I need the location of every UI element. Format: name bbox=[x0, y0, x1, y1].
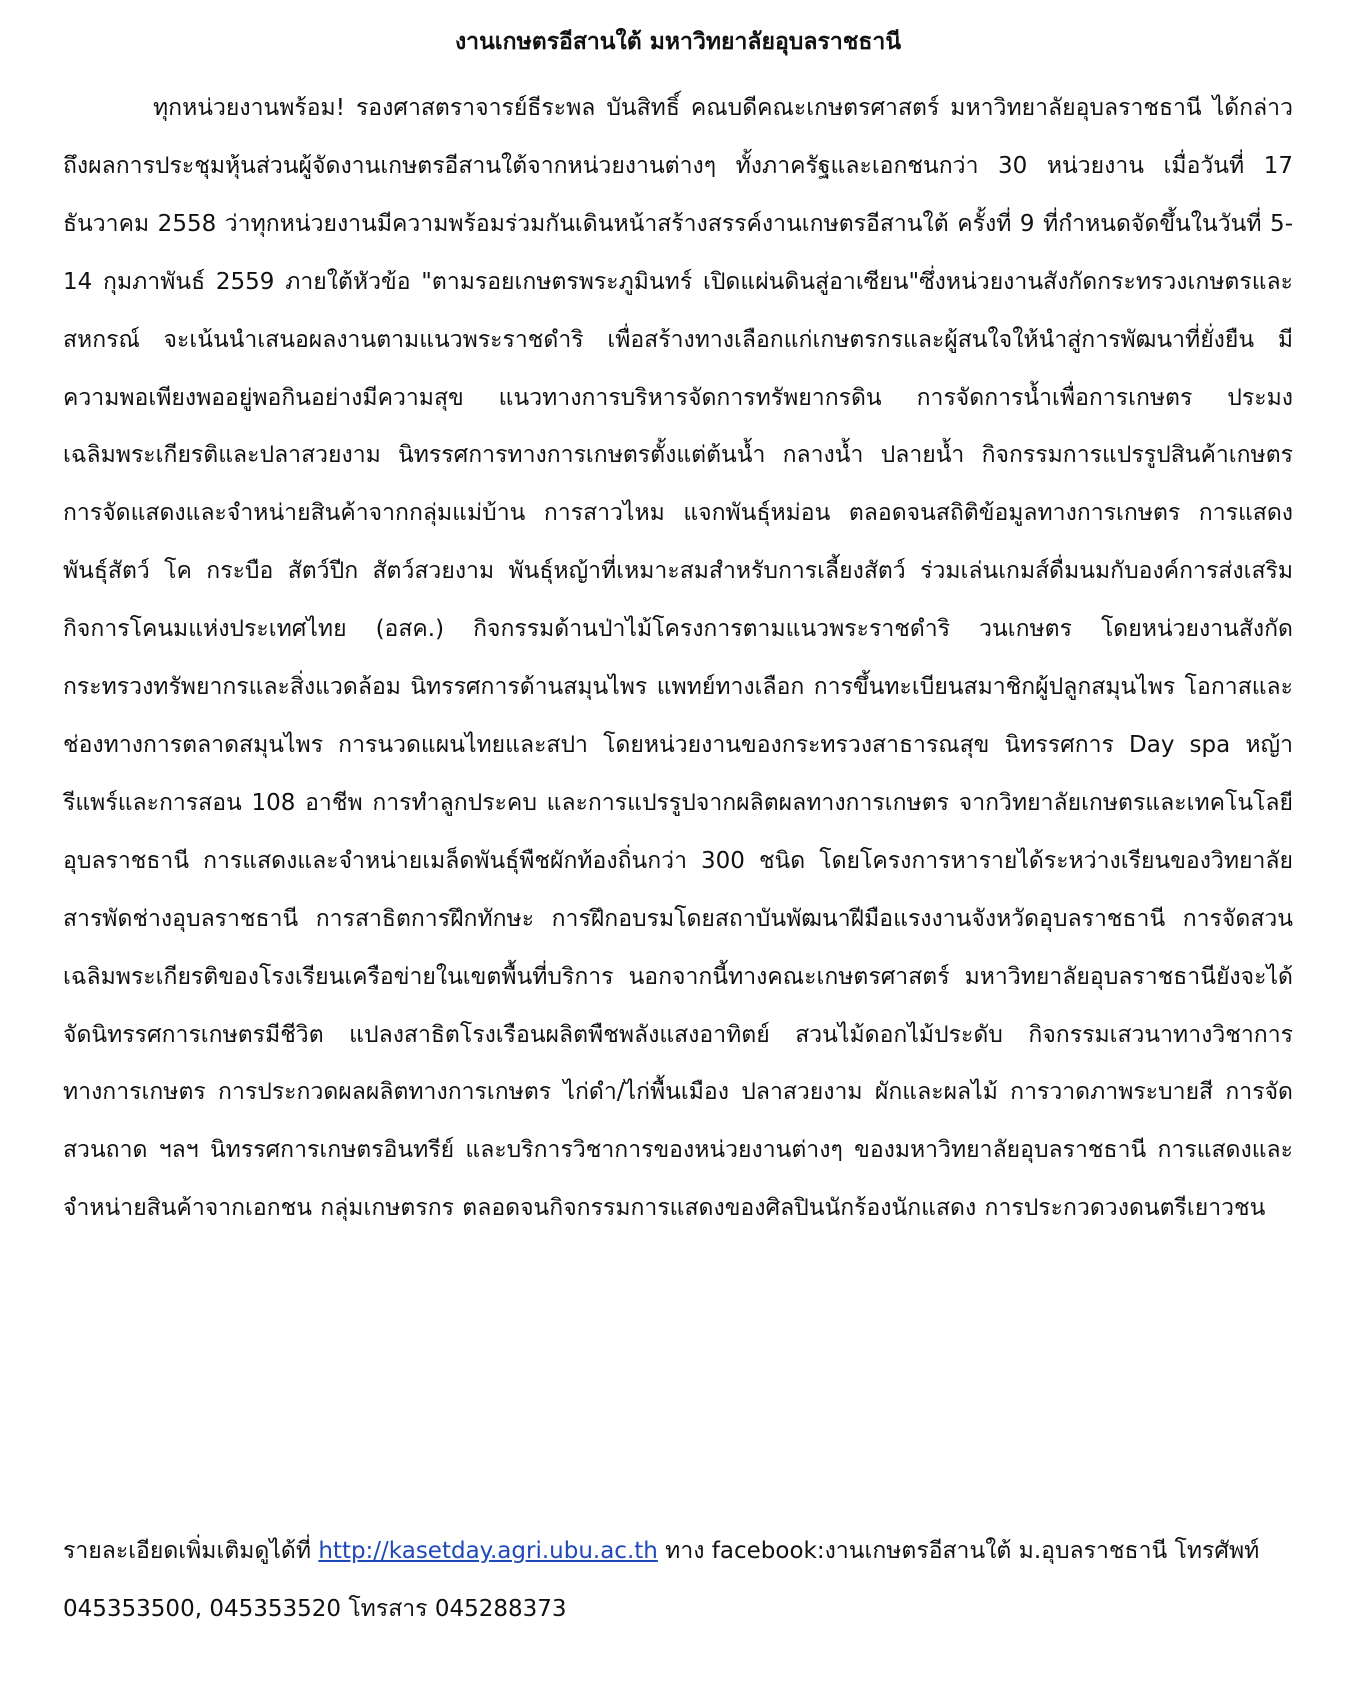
website-link[interactable]: http://kasetday.agri.ubu.ac.th bbox=[318, 1538, 658, 1564]
document-page bbox=[63, 0, 1293, 1681]
footer-prefix: รายละเอียดเพิ่มเติมดูได้ที่ bbox=[63, 1538, 319, 1564]
article-body: ทุกหน่วยงานพร้อม! รองศาสตราจารย์ธีระพล บันสิทธิ์ คณบดีคณะเกษตรศาสตร์ มหาวิทยาลัยอุบลราชธานี ได้กล่าวถึงผลการประชุมหุ้นส่วนผู้จัดงานเกษตรอีสานใต้จากหน่วยงานต่างๆ ทั้งภาครัฐและเอกชนกว่า 30 หน่วยงาน เมื่อวันที่ 17 ธันวาคม 2558 ว่าทุกหน่วยงานมีความพร้อมร่วมกันเดินหน้าสร้างสรรค์งานเกษตรอีสานใต้ ครั้งที่ 9 ที่กำหนดจัดขึ้นในวันที่ 5-14 กุมภาพันธ์ 2559 ภายใต้หัวข้อ "ตามรอยเกษตรพระภูมินทร์ เปิดแผ่นดินสู่อาเซียน"ซึ่งหน่วยงานสังกัดกระทรวงเกษตรและสหกรณ์ จะเน้นนำเสนอผลงานตามแนวพระราชดำริ เพื่อสร้างทางเลือกแก่เกษตรกรและผู้สนใจให้นำสู่การพัฒนาที่ยั่งยืน มีความพอเพียงพออยู่พอกินอย่างมีความสุข แนวทางการบริหารจัดการทรัพยากรดิน การจัดการน้ำเพื่อการเกษตร ประมงเฉลิมพระเกียรติและปลาสวยงาม นิทรรศการทางการเกษตรตั้งแต่ต้นน้ำ กลางน้ำ ปลายน้ำ กิจกรรมการแปรรูปสินค้าเกษตร การจัดแสดงและจำหน่ายสินค้าจากกลุ่มแม่บ้าน การสาวไหม แจกพันธุ์หม่อน ตลอดจนสถิติข้อมูลทางการเกษตร การแสดงพันธุ์สัตว์ โค กระบือ สัตว์ปีก สัตว์สวยงาม พันธุ์หญ้าที่เหมาะสมสำหรับการเลี้ยงสัตว์ ร่วมเล่นเกมส์ดื่มนมกับองค์การส่งเสริมกิจการโคนมแห่งประเทศไทย (อสค.) กิจกรรมด้านป่าไม้โครงการตามแนวพระราชดำริ วนเกษตร โดยหน่วยงานสังกัดกระทรวงทรัพยากรและสิ่งแวดล้อม นิทรรศการด้านสมุนไพร แพทย์ทางเลือก การขึ้นทะเบียนสมาชิกผู้ปลูกสมุนไพร โอกาสและช่องทางการตลาดสมุนไพร การนวดแผนไทยและสปา โดยหน่วยงานของกระทรวงสาธารณสุข นิทรรศการ Day spa หญ้ารีแพร์และการสอน 108 อาชีพ การทำลูกประคบ และการแปรรูปจากผลิตผลทางการเกษตร จากวิทยาลัยเกษตรและเทคโนโลยีอุบลราชธานี การแสดงและจำหน่ายเมล็ดพันธุ์พืชผักท้องถิ่นกว่า 300 ชนิด โดยโครงการหารายได้ระหว่างเรียนของวิทยาลัยสารพัดช่างอุบลราชธานี การสาธิตการฝึกทักษะ การฝึกอบรมโดยสถาบันพัฒนาฝีมือแรงงานจังหวัดอุบลราชธานี การจัดสวนเฉลิมพระเกียรติของโรงเรียนเครือข่ายในเขตพื้นที่บริการ นอกจากนี้ทางคณะเกษตรศาสตร์ มหาวิทยาลัยอุบลราชธานียังจะได้จัดนิทรรศการเกษตรมีชีวิต แปลงสาธิตโรงเรือนผลิตพืชพลังแสงอาทิตย์ สวนไม้ดอกไม้ประดับ กิจกรรมเสวนาทางวิชาการทางการเกษตร การประกวดผลผลิตทางการเกษตร ไก่ดำ/ไก่พื้นเมือง ปลาสวยงาม ผักและผลไม้ การวาดภาพระบายสี การจัดสวนถาด ฯลฯ นิทรรศการเกษตรอินทรีย์ และบริการวิชาการของหน่วยงานต่างๆ ของมหาวิทยาลัยอุบลราชธานี การแสดงและจำหน่ายสินค้าจากเอกชน กลุ่มเกษตรกร ตลอดจนกิจกรรมการแสดงของศิลปินนักร้องนักแสดง การประกวดวงดนตรีเยาวชน bbox=[63, 95, 1293, 1222]
page-title: งานเกษตรอีสานใต้ มหาวิทยาลัยอุบลราชธานี bbox=[454, 29, 902, 55]
footer-contact-details: ทาง facebook:งานเกษตรอีสานใต้ ม.อุบลราชธานี โทรศัพท์ 045353500, 045353520 โทรสาร 045288373 bbox=[63, 1538, 1260, 1622]
contact-footer bbox=[63, 1522, 1293, 1638]
